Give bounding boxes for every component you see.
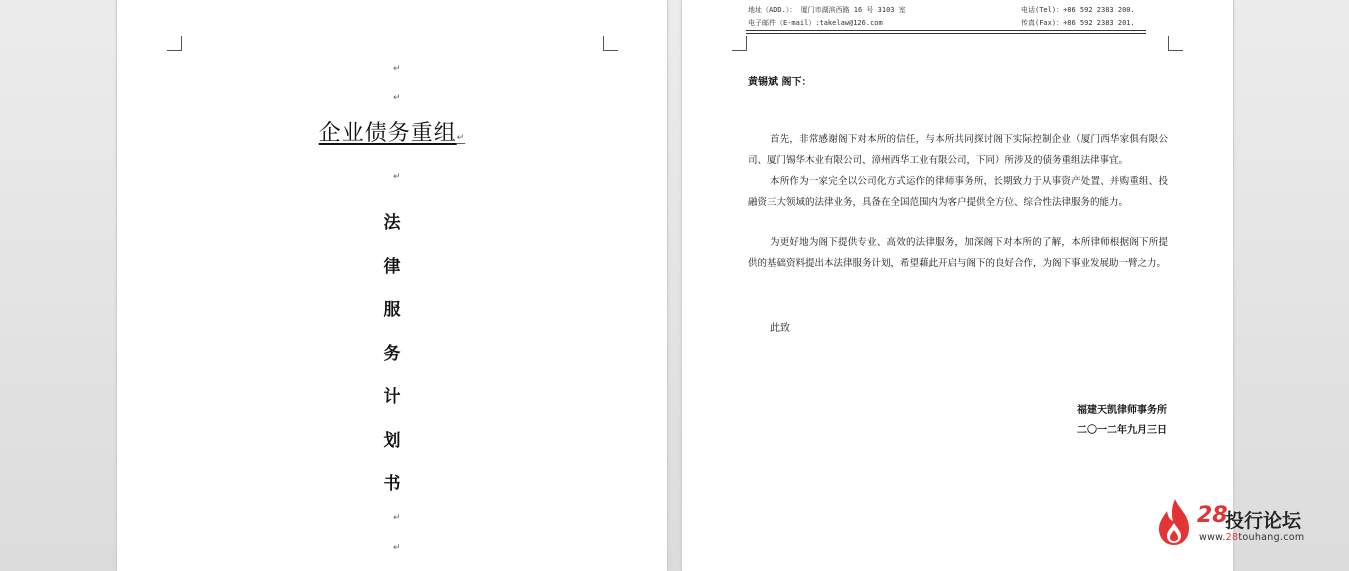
logo-url-prefix: www. — [1199, 532, 1226, 543]
vertical-title-char: 计 — [383, 387, 401, 407]
paragraph-mark: ↵ — [456, 133, 466, 143]
paragraph-mark: ↵ — [393, 513, 401, 523]
margin-corner-mark — [603, 36, 618, 51]
closing-text: 此致 — [770, 323, 790, 334]
logo-url — [1199, 532, 1304, 543]
flame-icon — [1155, 497, 1195, 547]
letter-page — [681, 0, 1234, 571]
margin-corner-mark — [167, 36, 182, 51]
letter-paragraph: 为更好地为阁下提供专业、高效的法律服务，加深阁下对本所的了解，本所律师根据阁下所提供的基础资料提出本法律服务计划，希望藉此开启与阁下的良好合作，为阁下事业发展助一臂之力。 — [748, 237, 1168, 269]
logo-url-suffix: touhang.com — [1238, 532, 1305, 543]
cover-page — [116, 0, 668, 571]
vertical-title-char: 务 — [383, 344, 401, 364]
salutation: 黄锡斌 阁下： — [748, 77, 812, 88]
vertical-title-char: 服 — [383, 300, 401, 320]
header-address: 地址（ADD.）： 厦门市湖滨西路 16 号 3103 室 — [748, 6, 906, 14]
signature-firm: 福建天凯律师事务所 — [1077, 405, 1167, 416]
logo-number: 28 — [1197, 503, 1228, 528]
paragraph-mark: ↵ — [393, 172, 401, 182]
signature-date: 二〇一二年九月三日 — [1077, 425, 1167, 436]
vertical-title-char: 书 — [383, 474, 401, 494]
title-text: 企业债务重组 — [318, 121, 457, 146]
document-title — [117, 116, 667, 147]
paragraph-mark: ↵ — [393, 543, 401, 553]
logo-name: 投行论坛 — [1225, 510, 1302, 532]
header-rule — [746, 30, 1146, 31]
vertical-title-char: 划 — [383, 431, 401, 451]
forum-logo-watermark — [1155, 497, 1330, 549]
margin-corner-mark — [732, 36, 747, 51]
vertical-title-char: 法 — [383, 213, 401, 233]
header-rule — [746, 33, 1146, 34]
letter-paragraph: 首先，非常感谢阁下对本所的信任，与本所共同探讨阁下实际控制企业（厦门西华家俱有限公司、厦门锡华木业有限公司、漳州西华工业有限公司，下同）所涉及的债务重组法律事宜。 — [748, 134, 1168, 166]
paragraph-mark: ↵ — [393, 93, 401, 103]
header-tel: 电话(Tel)：+86 592 2383 200. — [1021, 6, 1135, 14]
header-fax: 传真(Fax)：+86 592 2383 201. — [1021, 19, 1135, 27]
letter-paragraph: 本所作为一家完全以公司化方式运作的律师事务所，长期致力于从事资产处置、并购重组、投融资三大领域的法律业务，具备在全国范围内为客户提供全方位、综合性法律服务的能力。 — [748, 176, 1168, 208]
logo-url-highlight: 28 — [1225, 532, 1239, 543]
margin-corner-mark — [1168, 36, 1183, 51]
paragraph-mark: ↵ — [393, 64, 401, 74]
header-email: 电子邮件（E-mail）:takelaw@126.com — [748, 19, 883, 27]
vertical-title-char: 律 — [383, 257, 401, 277]
